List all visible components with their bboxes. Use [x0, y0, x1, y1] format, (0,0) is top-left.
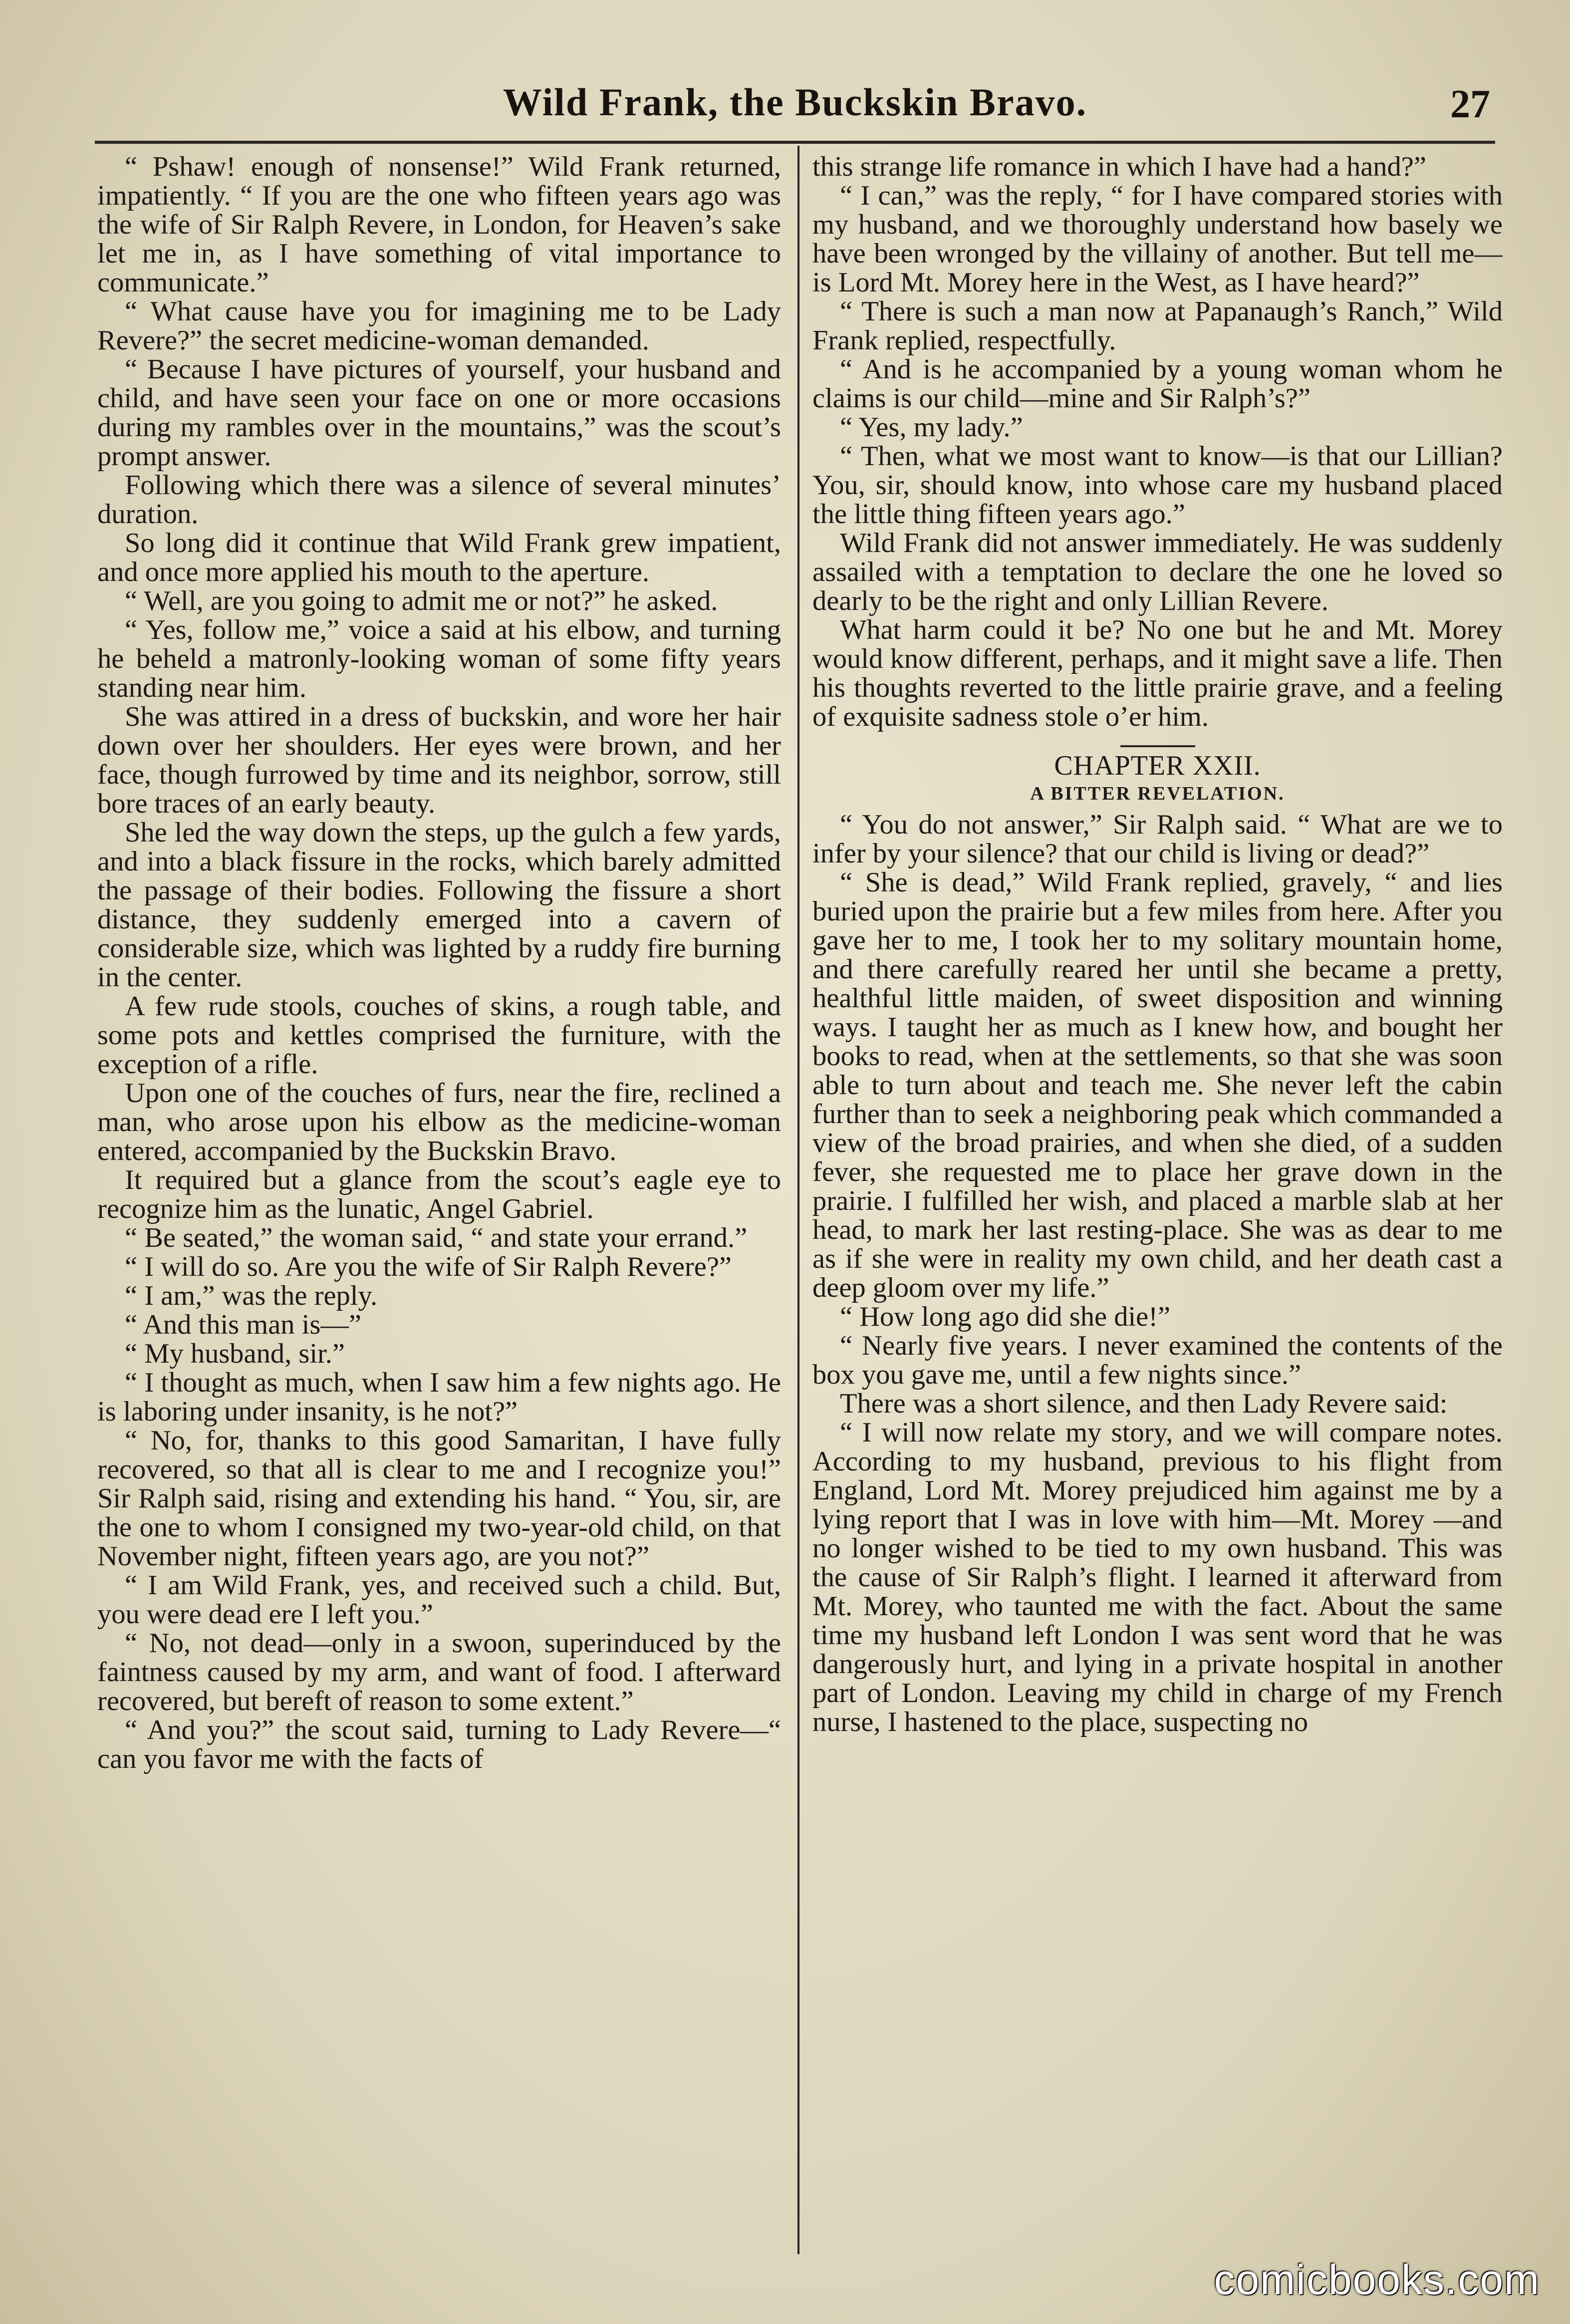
paragraph: “ I can,” was the reply, “ for I have compared stories with my husband, and we thoroughly understand how basely we have been wronged by the villainy of another. But tell me—is Lord Mt. Morey here in the West, as I have heard?”	[812, 180, 1503, 298]
paragraph: “ Yes, my lady.”	[840, 412, 1023, 443]
paragraph: Following which there was a silence of several minutes’ duration.	[97, 470, 781, 530]
paragraph: “ What cause have you for imagining me to be Lady Revere?” the secret medicine-woman demanded.	[97, 296, 781, 356]
right-column-top	[812, 152, 1503, 731]
paragraph: “ How long ago did she die!”	[840, 1301, 1171, 1332]
paragraph: “ I will do so. Are you the wife of Sir Ralph Revere?”	[125, 1251, 732, 1282]
paragraph: “ And you?” the scout said, turning to Lady Revere—“ can you favor me with the facts of	[97, 1715, 781, 1774]
paragraph: “ Be seated,” the woman said, “ and state your errand.”	[125, 1222, 748, 1253]
paragraph: “ There is such a man now at Papanaugh’s Ranch,” Wild Frank replied, respectfully.	[812, 296, 1503, 356]
chapter-subtitle: A BITTER REVELATION.	[1030, 783, 1285, 804]
paragraph: this strange life romance in which I have had a hand?”	[812, 152, 1426, 182]
paragraph: “ My husband, sir.”	[125, 1338, 345, 1369]
paragraph: “ Well, are you going to admit me or not?” he asked.	[125, 585, 718, 616]
paragraph: Wild Frank did not answer immediately. He was suddenly assailed with a temptation to declare the one he loved so dearly to be the right and only Lillian Revere.	[812, 528, 1503, 616]
paragraph: There was a short silence, and then Lady Revere said:	[840, 1388, 1448, 1419]
chapter-heading	[812, 745, 1503, 808]
right-column-bottom	[812, 810, 1503, 1737]
paragraph: “ Yes, follow me,” voice a said at his elbow, and turning he beheld a matronly-looking woman of some fifty years standing near him.	[97, 614, 781, 703]
paragraph: “ Nearly five years. I never examined the contents of the box you gave me, until a few nights since.”	[812, 1330, 1503, 1390]
paragraph: So long did it continue that Wild Frank grew impatient, and once more applied his mouth to the aperture.	[97, 528, 781, 587]
paragraph: What harm could it be? No one but he and Mt. Morey would know different, perhaps, and it might save a life. Then his thoughts reverted to the little prairie grave, and a feeling of exquisite sadness stole o’er him.	[812, 614, 1503, 732]
paragraph: “ Then, what we most want to know—is that our Lillian? You, sir, should know, into whose care my husband placed the little thing fifteen years ago.”	[812, 441, 1503, 530]
paragraph: “ And is he accompanied by a young woman whom he claims is our child—mine and Sir Ralph’s?”	[812, 354, 1503, 414]
paragraph: “ No, for, thanks to this good Samaritan, I have fully recovered, so that all is clear to me and I recognize you!” Sir Ralph said, rising and extending his hand. “ You, sir, are the one to whom I consigned my two-year-old child, on that November night, fifteen years ago, are you not?”	[97, 1425, 781, 1572]
paragraph: “ You do not answer,” Sir Ralph said. “ What are we to infer by your silence? that our child is living or dead?”	[812, 809, 1503, 869]
header-rule	[95, 141, 1495, 144]
paragraph: “ I am Wild Frank, yes, and received such a child. But, you were dead ere I left you.”	[97, 1570, 781, 1630]
watermark: comicbooks.com	[1214, 2256, 1540, 2303]
paragraph: “ She is dead,” Wild Frank replied, gravely, “ and lies buried upon the prairie but a few miles from here. After you gave her to me, I took her to my solitary mountain home, and there carefully reared her until she became a pretty, healthful little maiden, of sweet disposition and winning ways. I taught her as much as I knew how, and bought her books to read, when at the settlements, so that she was soon able to turn about and teach me. She never left the cabin further than to seek a neighboring peak which commanded a view of the broad prairies, and when she died, of a sudden fever, she requested me to place her grave down in the prairie. I fulfilled her wish, and placed a marble slab at her head, to mark her last resting-place. She was as dear to me as if she were in reality my own child, and her death cast a deep gloom over my life.”	[812, 867, 1503, 1303]
right-column	[812, 152, 1503, 2254]
chapter-title: CHAPTER XXII.	[1054, 750, 1261, 781]
paragraph: “ Pshaw! enough of nonsense!” Wild Frank returned, impatiently. “ If you are the one who fifteen years ago was the wife of Sir Ralph Revere, in London, for Heaven’s sake let me in, as I have something of vital importance to communicate.”	[97, 152, 781, 298]
chapter-rule	[1120, 745, 1195, 747]
paragraph: Upon one of the couches of furs, near the fire, reclined a man, who arose upon his elbow as the medicine-woman entered, accompanied by the Buckskin Bravo.	[97, 1078, 781, 1166]
paragraph: “ And this man is—”	[125, 1309, 361, 1340]
paragraph: “ I am,” was the reply.	[125, 1280, 378, 1311]
paragraph: “ No, not dead—only in a swoon, superinduced by the faintness caused by my arm, and want of food. I afterward recovered, but bereft of reason to some extent.”	[97, 1628, 781, 1717]
paragraph: “ Because I have pictures of yourself, your husband and child, and have seen your face on one or more occasions during my rambles over in the mountains,” was the scout’s prompt answer.	[97, 354, 781, 472]
page-header	[95, 75, 1495, 130]
paragraph: “ I thought as much, when I saw him a few nights ago. He is laboring under insanity, is he not?”	[97, 1367, 781, 1427]
running-title: Wild Frank, the Buckskin Bravo.	[503, 80, 1087, 124]
paragraph: She led the way down the steps, up the gulch a few yards, and into a black fissure in the rocks, which barely admitted the passage of their bodies. Following the fissure a short distance, they suddenly emerged into a cavern of considerable size, which was lighted by a ruddy fire burning in the center.	[97, 817, 781, 993]
page-number: 27	[1450, 82, 1490, 126]
paragraph: A few rude stools, couches of skins, a rough table, and some pots and kettles comprised the furniture, with the exception of a rifle.	[97, 991, 781, 1080]
paragraph: “ I will now relate my story, and we will compare notes. According to my husband, previous to his flight from England, Lord Mt. Morey prejudiced him against me by a lying report that I was in love with him—Mt. Morey —and no longer wished to be tied to my own husband. This was the cause of Sir Ralph’s flight. I learned it afterward from Mt. Morey, who taunted me with the fact. About the same time my husband left London I was sent word that he was dangerously hurt, and lying in a private hospital in another part of London. Leaving my child in charge of my French nurse, I hastened to the place, suspecting no	[812, 1417, 1503, 1738]
paragraph: She was attired in a dress of buckskin, and wore her hair down over her shoulders. Her eyes were brown, and her face, though furrowed by time and its neighbor, sorrow, still bore traces of an early beauty.	[97, 701, 781, 819]
paragraph: It required but a glance from the scout’s eagle eye to recognize him as the lunatic, Angel Gabriel.	[97, 1164, 781, 1224]
column-divider	[797, 146, 799, 2254]
left-column	[97, 152, 781, 2254]
